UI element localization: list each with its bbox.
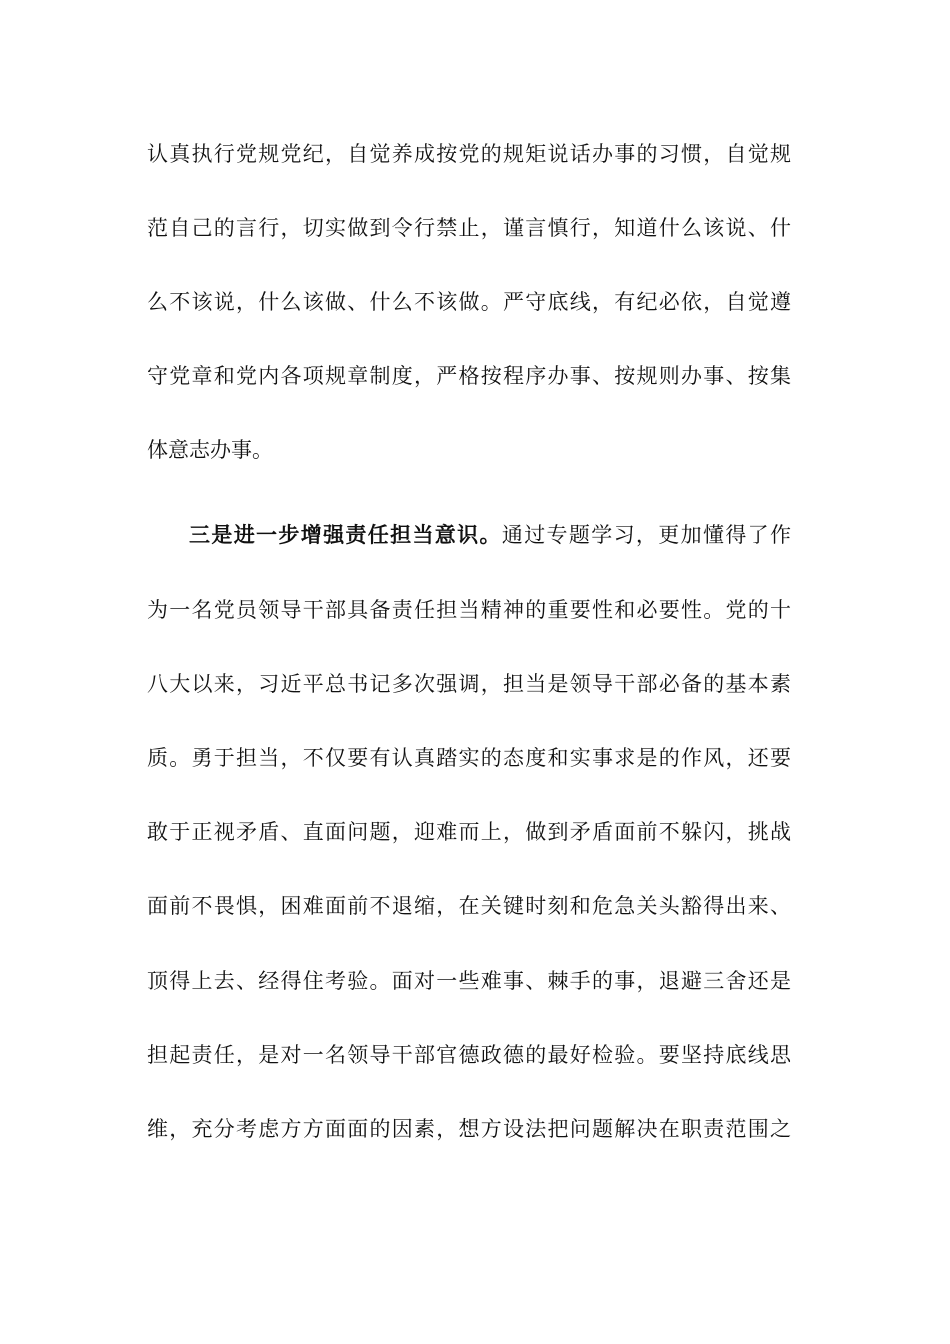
paragraph-line: 顶得上去、经得住考验。面对一些难事、棘手的事，退避三舍还是	[147, 969, 791, 993]
paragraph-line: 为一名党员领导干部具备责任担当精神的重要性和必要性。党的十	[147, 598, 791, 622]
paragraph-line: 认真执行党规党纪，自觉养成按党的规矩说话办事的习惯，自觉规	[147, 142, 791, 166]
paragraph-line: 体意志办事。	[147, 438, 273, 462]
paragraph-line: 担起责任，是对一名领导干部官德政德的最好检验。要坚持底线思	[147, 1043, 791, 1067]
section-heading: 三是进一步增强责任担当意识。	[189, 522, 502, 547]
paragraph-line: 么不该说，什么该做、什么不该做。严守底线，有纪必依，自觉遵	[147, 290, 791, 314]
paragraph-line: 面前不畏惧，困难面前不退缩，在关键时刻和危急关头豁得出来、	[147, 894, 791, 918]
paragraph-line: 八大以来，习近平总书记多次强调，担当是领导干部必备的基本素	[147, 672, 791, 696]
section-first-line	[189, 515, 791, 555]
paragraph-line: 敢于正视矛盾、直面问题，迎难而上，做到矛盾面前不躲闪，挑战	[147, 820, 791, 844]
section-first-line-text: 通过专题学习，更加懂得了作	[501, 523, 792, 547]
paragraph-line: 维，充分考虑方方面面的因素，想方设法把问题解决在职责范围之	[147, 1117, 791, 1141]
paragraph-line: 范自己的言行，切实做到令行禁止，谨言慎行，知道什么该说、什	[147, 216, 791, 240]
paragraph-line: 质。勇于担当，不仅要有认真踏实的态度和实事求是的作风，还要	[147, 746, 791, 770]
paragraph-line: 守党章和党内各项规章制度，严格按程序办事、按规则办事、按集	[147, 364, 791, 388]
